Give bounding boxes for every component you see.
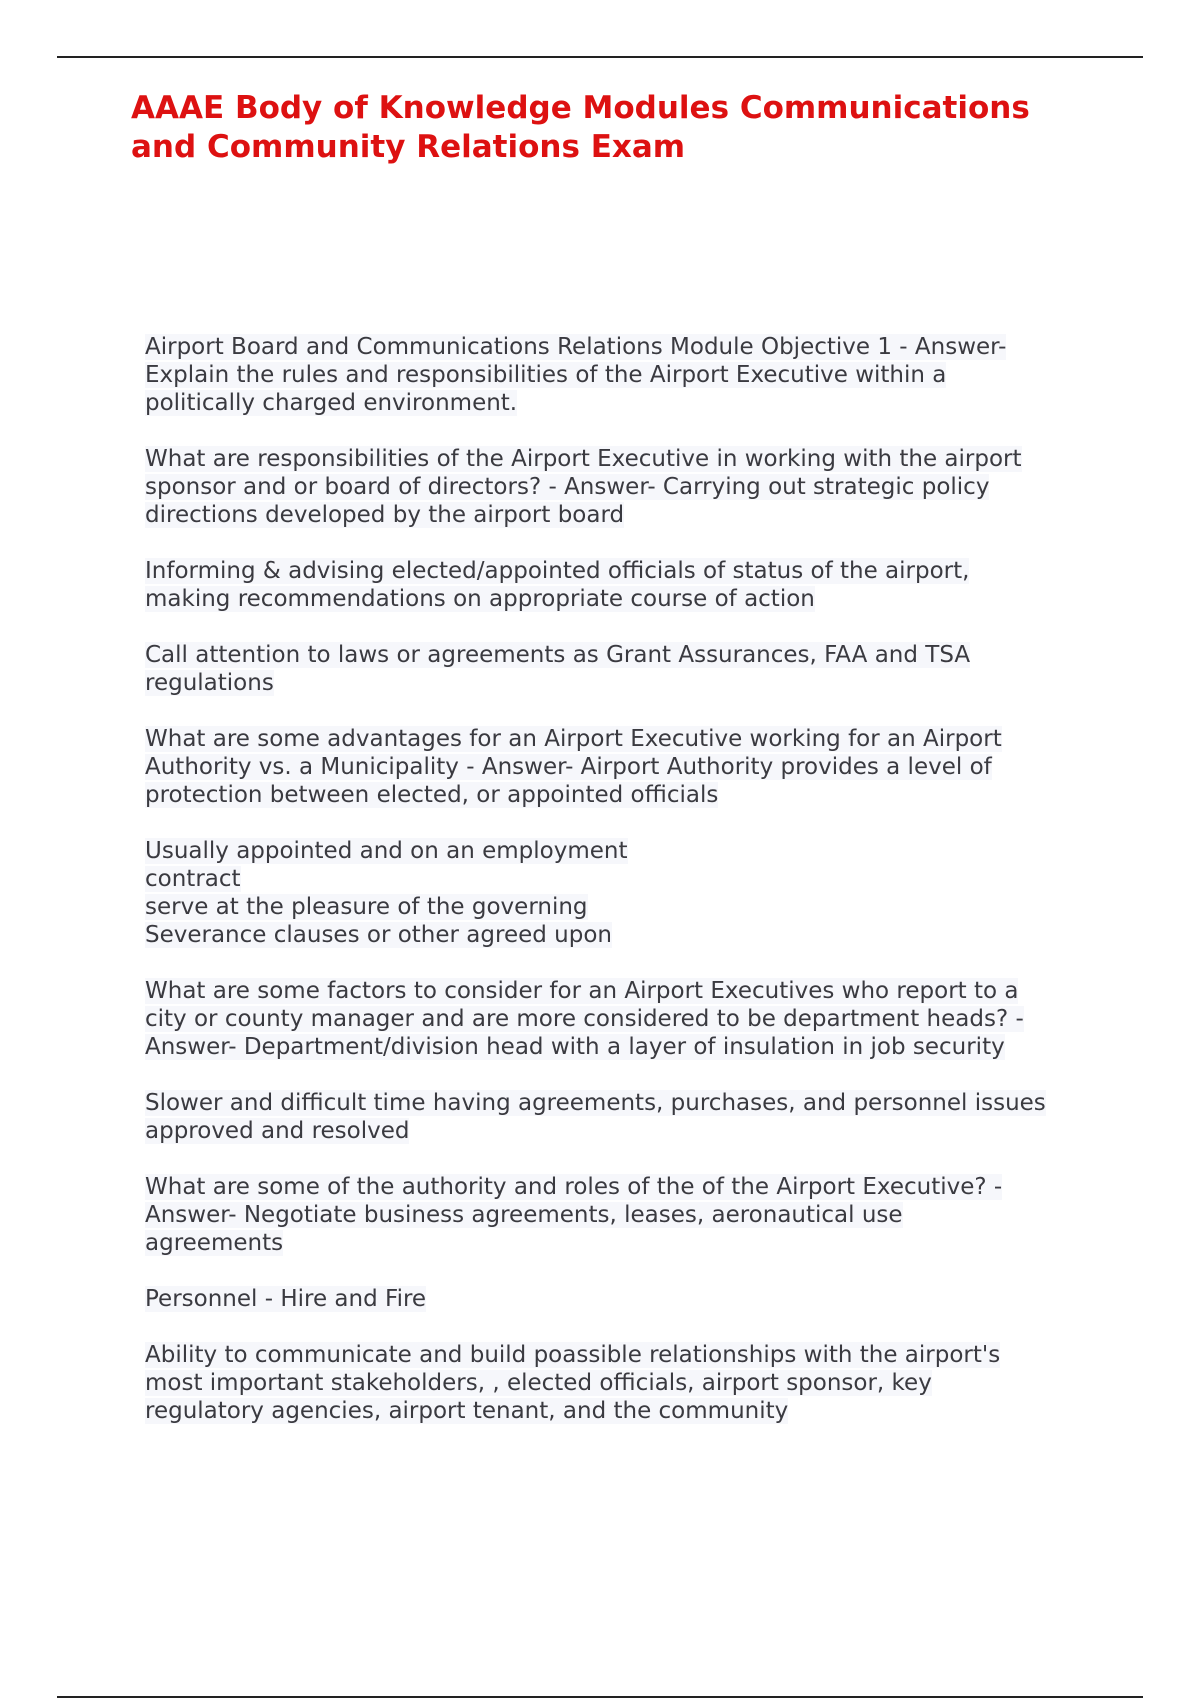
paragraph-objective-1: Airport Board and Communications Relations Module Objective 1 - Answer- Explain the rules and responsibilities of the Airport Executive within a politically charged environment. [145, 334, 1007, 416]
paragraph-factors: What are some factors to consider for an Airport Executives who report to a city or county manager and are more considered to be department heads? - Answer- Department/division head with a layer of insulation in job security [145, 978, 1024, 1060]
paragraph-call-attention: Call attention to laws or agreements as Grant Assurances, FAA and TSA regulations [145, 642, 971, 696]
paragraph-slower: Slower and difficult time having agreements, purchases, and personnel issues approved and resolved [145, 1090, 1046, 1144]
paragraph-personnel: Personnel - Hire and Fire [145, 1286, 427, 1312]
paragraph-usually-appointed: Usually appointed and on an employment contract serve at the pleasure of the governing Severance clauses or other agreed upon [145, 838, 628, 948]
top-rule [57, 56, 1143, 58]
paragraph-authority-roles: What are some of the authority and roles of the of the Airport Executive? - Answer- Negotiate business agreements, leases, aeronautical use agreements [145, 1174, 1003, 1256]
bottom-rule [57, 1696, 1143, 1698]
paragraph-communicate: Ability to communicate and build poassible relationships with the airport's most important stakeholders, , elected officials, airport sponsor, key regulatory agencies, airport tenant, and the community [145, 1342, 1001, 1424]
paragraph-advantages: What are some advantages for an Airport Executive working for an Airport Authority vs. a Municipality - Answer- Airport Authority provides a level of protection between elected, or appointed officials [145, 726, 1002, 808]
paragraph-informing: Informing & advising elected/appointed officials of status of the airport, making recommendations on appropriate course of action [145, 558, 970, 612]
paragraph-responsibilities: What are responsibilities of the Airport Executive in working with the airport sponsor and or board of directors? - Answer- Carrying out strategic policy directions developed by the airport board [145, 446, 1022, 528]
document-title: AAAE Body of Knowledge Modules Communications and Community Relations Exam [131, 90, 1030, 165]
document-body [145, 333, 1105, 1453]
